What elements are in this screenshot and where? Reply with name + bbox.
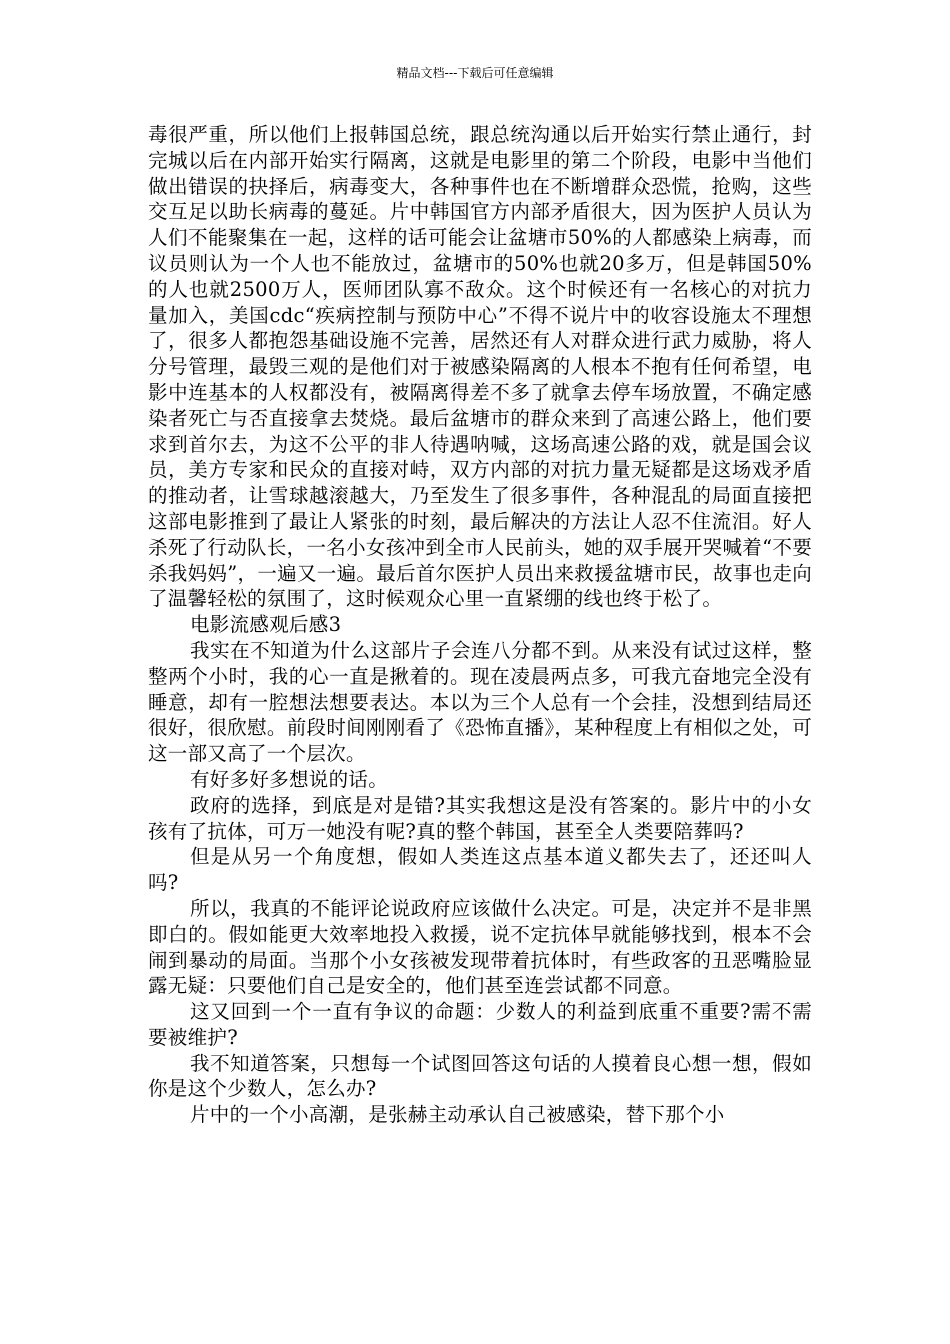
paragraph-8: 我不知道答案，只想每一个试图回答这句话的人摸着良心想一想，假如你是这个少数人，怎么办? (148, 1051, 812, 1101)
paragraph-5: 但是从另一个角度想，假如人类连这点基本道义都失去了，还还叫人吗? (148, 845, 812, 895)
paragraph-1: 毒很严重，所以他们上报韩国总统，跟总统沟通以后开始实行禁止通行，封完城以后在内部开始实行隔离，这就是电影里的第二个阶段，电影中当他们做出错误的抉择后，病毒变大，各种事件也在不断增群众恐慌，抢购，这些交互足以助长病毒的蔓延。片中韩国官方内部矛盾很大，因为医护人员认为人们不能聚集在一起，这样的话可能会让盆塘市50%的人都感染上病毒，而议员则认为一个人也不能放过，盆塘市的50%也就20多万，但是韩国50%的人也就2500万人，医师团队寡不敌众。这个时候还有一名核心的对抗力量加入，美国cdc“疾病控制与预防中心”不得不说片中的收容设施太不理想了，很多人都抱怨基础设施不完善，居然还有人对群众进行武力威胁，将人分号管理，最毁三观的是他们对于被感染隔离的人根本不抱有任何希望，电影中连基本的人权都没有，被隔离得差不多了就拿去停车场放置，不确定感染者死亡与否直接拿去焚烧。最后盆塘市的群众来到了高速公路上，他们要求到首尔去，为这不公平的非人待遇呐喊，这场高速公路的戏，就是国会议员，美方专家和民众的直接对峙，双方内部的对抗力量无疑都是这场戏矛盾的推动者，让雪球越滚越大，乃至发生了很多事件，各种混乱的局面直接把这部电影推到了最让人紧张的时刻，最后解决的方法让人忍不住流泪。好人杀死了行动队长，一名小女孩冲到全市人民前头，她的双手展开哭喊着“不要杀我妈妈”，一遍又一遍。最后首尔医护人员出来救援盆塘市民，故事也走向了温馨轻松的氛围了，这时候观众心里一直紧绷的线也终于松了。 (148, 123, 812, 611)
document-body (148, 122, 812, 1128)
paragraph-6: 所以，我真的不能评论说政府应该做什么决定。可是，决定并不是非黑即白的。假如能更大效率地投入救援，说不定抗体早就能够找到，根本不会闹到暴动的局面。当那个小女孩被发现带着抗体时，有些政客的丑恶嘴脸显露无疑：只要他们自己是安全的，他们甚至连尝试都不同意。 (148, 896, 812, 998)
paragraph-2: 我实在不知道为什么这部片子会连八分都不到。从来没有试过这样，整整两个小时，我的心一直是揪着的。现在凌晨两点多，可我亢奋地完全没有睡意，却有一腔想法想要表达。本以为三个人总有一个会挂，没想到结局还很好，很欣慰。前段时间刚刚看了《恐怖直播》，某种程度上有相似之处，可这一部又高了一个层次。 (148, 638, 812, 766)
section-heading: 电影流感观后感3 (190, 613, 342, 637)
paragraph-7: 这又回到一个一直有争议的命题：少数人的利益到底重不重要?需不需要被维护? (148, 1000, 812, 1049)
paragraph-4: 政府的选择，到底是对是错?其实我想这是没有答案的。影片中的小女孩有了抗体，可万一她没有呢?真的整个韩国，甚至全人类要陪葬吗? (148, 793, 812, 843)
page-header: 精品文档---下载后可任意编辑 (396, 66, 554, 80)
paragraph-3: 有好多好多想说的话。 (190, 767, 389, 791)
paragraph-9: 片中的一个小高潮，是张赫主动承认自己被感染，替下那个小 (190, 1103, 725, 1127)
